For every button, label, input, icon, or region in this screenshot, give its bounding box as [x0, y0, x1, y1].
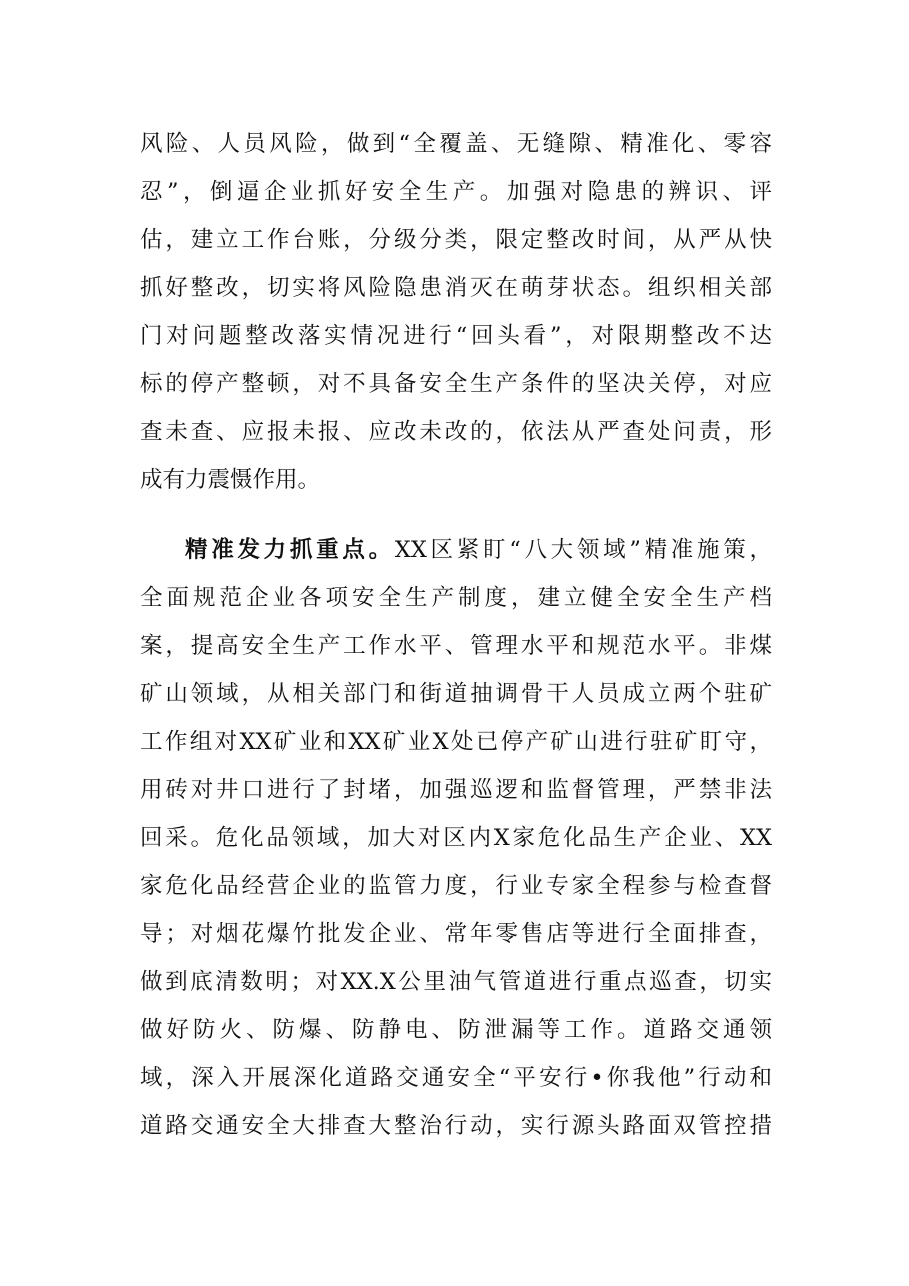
paragraph-risk-control [140, 120, 772, 504]
text-line: 家危化品经营企业的监管力度，行业专家全程参与检查督 [140, 873, 772, 899]
text-line: 矿山领域，从相关部门和街道抽调骨干人员成立两个驻矿 [140, 681, 772, 707]
text-line: 做好防火、防爆、防静电、防泄漏等工作。道路交通领 [140, 1017, 772, 1043]
text-line: 导；对烟花爆竹批发企业、常年零售店等进行全面排查， [140, 921, 772, 947]
paragraph-key-areas [140, 526, 772, 1150]
text-line: 全面规范企业各项安全生产制度，建立健全安全生产档 [140, 585, 772, 611]
text-line: 忍”，倒逼企业抓好安全生产。加强对隐患的辨识、评 [140, 179, 772, 205]
text-line-first [140, 526, 772, 574]
text-line: 查未查、应报未报、应改未改的，依法从严查处问责，形 [140, 419, 772, 445]
text-line: 域，深入开展深化道路交通安全“平安行•你我他”行动和 [140, 1065, 772, 1091]
text-line: 用砖对井口进行了封堵，加强巡逻和监督管理，严禁非法 [140, 777, 772, 803]
text-line: 风险、人员风险，做到“全覆盖、无缝隙、精准化、零容 [140, 131, 772, 157]
paragraph-lead-heading: 精准发力抓重点。 [185, 537, 395, 563]
text-line: 估，建立工作台账，分级分类，限定整改时间，从严从快 [140, 227, 772, 253]
text-line: 门对问题整改落实情况进行“回头看”，对限期整改不达 [140, 323, 772, 349]
text-line: 工作组对XX矿业和XX矿业X处已停产矿山进行驻矿盯守， [140, 729, 772, 755]
text-line: 标的停产整顿，对不具备安全生产条件的坚决关停，对应 [140, 371, 772, 397]
text-line: 做到底清数明；对XX.X公里油气管道进行重点巡查，切实 [140, 969, 772, 995]
text-line: 回采。危化品领域，加大对区内X家危化品生产企业、XX [140, 825, 772, 851]
document-body [140, 120, 772, 1150]
first-line-rest: XX区紧盯“八大领域”精准施策， [394, 537, 772, 563]
text-line: 道路交通安全大排查大整治行动，实行源头路面双管控措 [140, 1113, 772, 1139]
paragraph-gap [140, 504, 772, 526]
text-line: 抓好整改，切实将风险隐患消灭在萌芽状态。组织相关部 [140, 275, 772, 301]
text-line: 案，提高安全生产工作水平、管理水平和规范水平。非煤 [140, 633, 772, 659]
text-line: 成有力震慑作用。 [140, 467, 321, 493]
